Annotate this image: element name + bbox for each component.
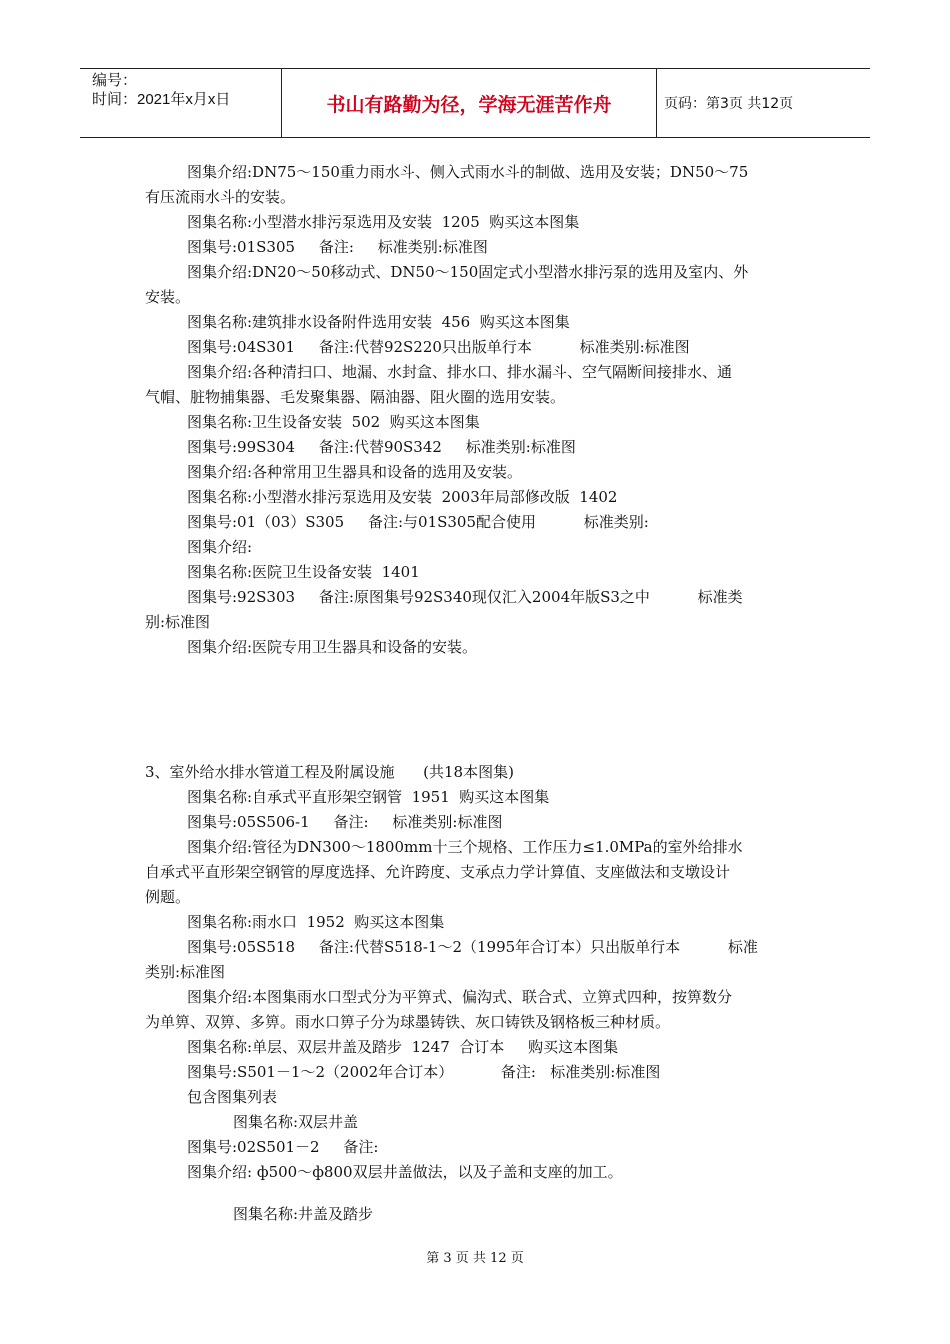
text-line: 类别:标准图 [145,963,226,981]
text-line: 图集名称:建筑排水设备附件选用安装 456 购买这本图集 [187,313,570,331]
text-line: 图集介绍: ф500～ф800双层井盖做法，以及子盖和支座的加工。 [187,1163,623,1181]
text-line: 图集号:04S301 备注:代替92S220只出版单行本 标准类别:标准图 [187,338,690,356]
text-line: 图集名称:井盖及踏步 [233,1205,374,1223]
text-line: 图集号:01S305 备注: 标准类别:标准图 [187,238,488,256]
header-motto: 书山有路勤为径，学海无涯苦作舟 [281,69,657,137]
text-line: 图集名称:小型潜水排污泵选用及安装 2003年局部修改版 1402 [187,488,618,506]
text-line: 图集号:01（03）S305 备注:与01S305配合使用 标准类别: [187,513,649,531]
text-line: 气帽、脏物捕集器、毛发聚集器、隔油器、阻火圈的选用安装。 [145,388,566,406]
text-line: 为单箅、双箅、多箅。雨水口箅子分为球墨铸铁、灰口铸铁及钢格板三种材质。 [145,1013,671,1031]
section-heading: 3、室外给水排水管道工程及附属设施 (共18本图集) [145,763,514,781]
text-line: 图集名称:医院卫生设备安装 1401 [187,563,420,581]
text-line: 有压流雨水斗的安装。 [145,188,296,206]
text-line: 图集介绍:各种常用卫生器具和设备的选用及安装。 [187,463,523,481]
text-line: 图集名称:卫生设备安装 502 购买这本图集 [187,413,480,431]
text-line: 图集介绍:本图集雨水口型式分为平箅式、偏沟式、联合式、立箅式四种，按箅数分 [187,988,733,1006]
code-label: 编号： [92,72,138,89]
date-label: 时间：2021年x月x日 [92,91,231,108]
page-footer: 第 3 页 共 12 页 [426,1251,524,1266]
header-page-info: 页码：第3页 共12页 [664,96,794,112]
page-header [80,68,870,138]
text-line: 图集号:92S303 备注:原图集号92S340现仅汇入2004年版S3之中 标准类 [187,588,743,606]
text-line: 图集名称:自承式平直形架空钢管 1951 购买这本图集 [187,788,550,806]
text-line: 图集名称:双层井盖 [233,1113,359,1131]
spacer [145,1185,810,1202]
spacer [145,660,810,760]
text-line: 图集介绍:管径为DN300～1800mm十三个规格、工作压力≤1.0MPa的室外给排水 [187,838,743,856]
text-line: 包含图集列表 [187,1088,278,1106]
text-line: 安装。 [145,288,191,306]
header-meta [80,69,281,137]
text-line: 图集号:02S501－2 备注: [187,1138,379,1156]
text-line: 图集介绍: [187,538,253,556]
text-line: 图集名称:小型潜水排污泵选用及安装 1205 购买这本图集 [187,213,580,231]
text-line: 图集号:05S518 备注:代替S518-1～2（1995年合订本）只出版单行本 标准 [187,938,758,956]
text-line: 图集号:05S506-1 备注: 标准类别:标准图 [187,813,503,831]
text-line: 例题。 [145,888,191,906]
text-line: 自承式平直形架空钢管的厚度选择、允许跨度、支承点力学计算值、支座做法和支墩设计 [145,863,731,881]
text-line: 图集号:S501－1～2（2002年合订本） 备注: 标准类别:标准图 [187,1063,661,1081]
text-line: 图集介绍:DN75～150重力雨水斗、侧入式雨水斗的制做、选用及安装；DN50～75 [187,163,749,181]
text-line: 图集号:99S304 备注:代替90S342 标准类别:标准图 [187,438,576,456]
text-line: 图集介绍:DN20～50移动式、DN50～150固定式小型潜水排污泵的选用及室内、外 [187,263,749,281]
text-line: 图集名称:单层、双层井盖及踏步 1247 合订本 购买这本图集 [187,1038,619,1056]
document-body [145,160,810,1227]
text-line: 图集介绍:医院专用卫生器具和设备的安装。 [187,638,478,656]
text-line: 图集名称:雨水口 1952 购买这本图集 [187,913,445,931]
text-line: 图集介绍:各种清扫口、地漏、水封盒、排水口、排水漏斗、空气隔断间接排水、通 [187,363,733,381]
text-line: 别:标准图 [145,613,211,631]
